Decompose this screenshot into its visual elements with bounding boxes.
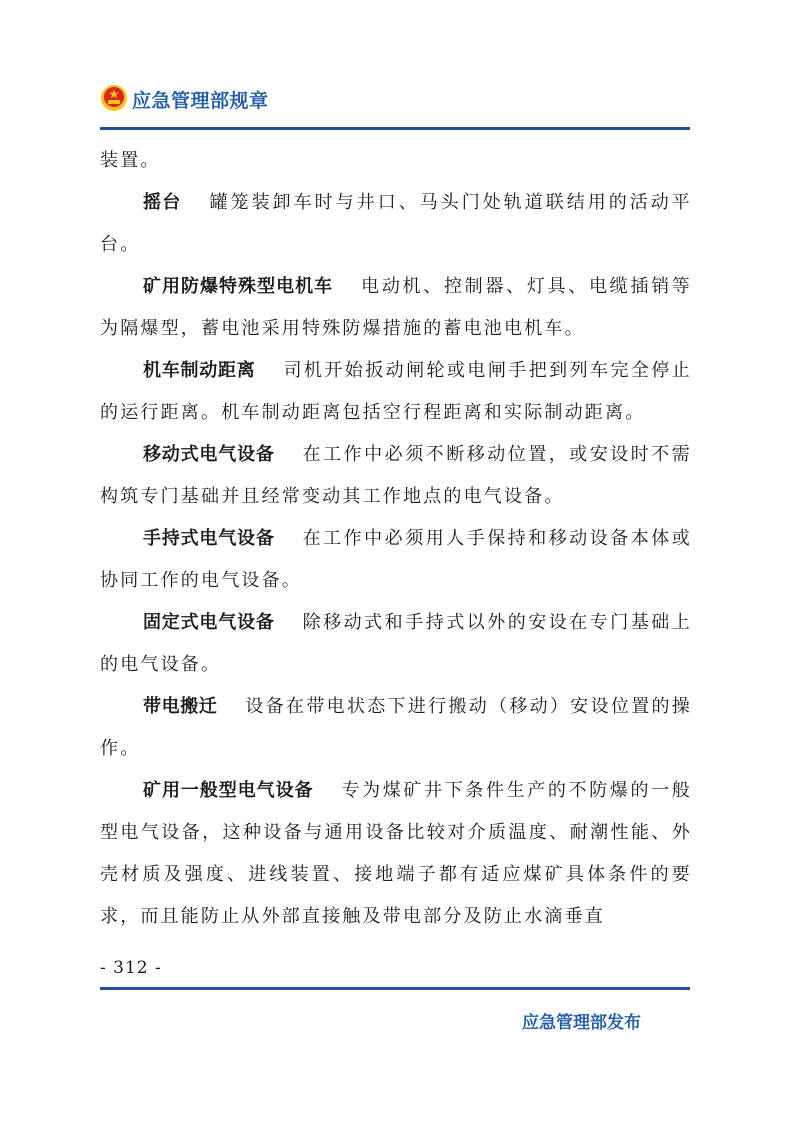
definition-text: 电动机、控制器、灯具、电缆插销等为隔爆型，蓄电池采用特殊防爆措施的蓄电池电机车。	[100, 276, 693, 339]
definition-term: 移动式电气设备	[143, 444, 275, 465]
definition-entry	[100, 434, 692, 518]
definition-term: 手持式电气设备	[143, 528, 275, 549]
definition-text: 司机开始扳动闸轮或电闸手把到列车完全停止的运行距离。机车制动距离包括空行程距离和实际制动距离。	[100, 360, 693, 423]
definition-text: 罐笼装卸车时与井口、马头门处轨道联结用的活动平台。	[100, 192, 692, 255]
definition-term: 固定式电气设备	[143, 612, 275, 633]
page-number: - 312 -	[100, 958, 162, 978]
footer-divider	[100, 987, 690, 990]
definition-entry	[100, 350, 692, 434]
definition-term: 矿用一般型电气设备	[143, 780, 314, 801]
header-divider	[100, 127, 690, 130]
definition-text: 专为煤矿井下条件生产的不防爆的一般型电气设备，这种设备与通用设备比较对介质温度、耐潮性能、外壳材质及强度、进线装置、接地端子都有适应煤矿具体条件的要求，而且能防止从外部直接触及带电部分及防止水滴垂直	[100, 780, 692, 927]
definition-text: 设备在带电状态下进行搬动（移动）安设位置的操作。	[100, 696, 692, 759]
definition-text: 在工作中必须不断移动位置，或安设时不需构筑专门基础并且经常变动其工作地点的电气设备。	[100, 444, 692, 507]
definition-entry	[100, 602, 692, 686]
definition-term: 摇台	[143, 192, 182, 213]
definition-entry	[100, 686, 692, 770]
definition-text: 除移动式和手持式以外的安设在专门基础上的电气设备。	[100, 612, 692, 675]
intro-paragraph: 装置。	[100, 150, 161, 171]
definition-term: 机车制动距离	[143, 360, 256, 381]
definition-entry	[100, 770, 692, 938]
national-emblem-icon	[100, 84, 128, 112]
definition-entry	[100, 518, 692, 602]
definition-text: 在工作中必须用人手保持和移动设备本体或协同工作的电气设备。	[100, 528, 692, 591]
definition-entry	[100, 266, 692, 350]
definition-term: 带电搬迁	[143, 696, 218, 717]
footer-publisher: 应急管理部发布	[522, 1013, 641, 1033]
definition-term: 矿用防爆特殊型电机车	[143, 276, 334, 297]
page-header	[100, 82, 690, 122]
definition-entry	[100, 182, 692, 266]
document-body	[100, 140, 692, 938]
header-title: 应急管理部规章	[132, 90, 269, 112]
